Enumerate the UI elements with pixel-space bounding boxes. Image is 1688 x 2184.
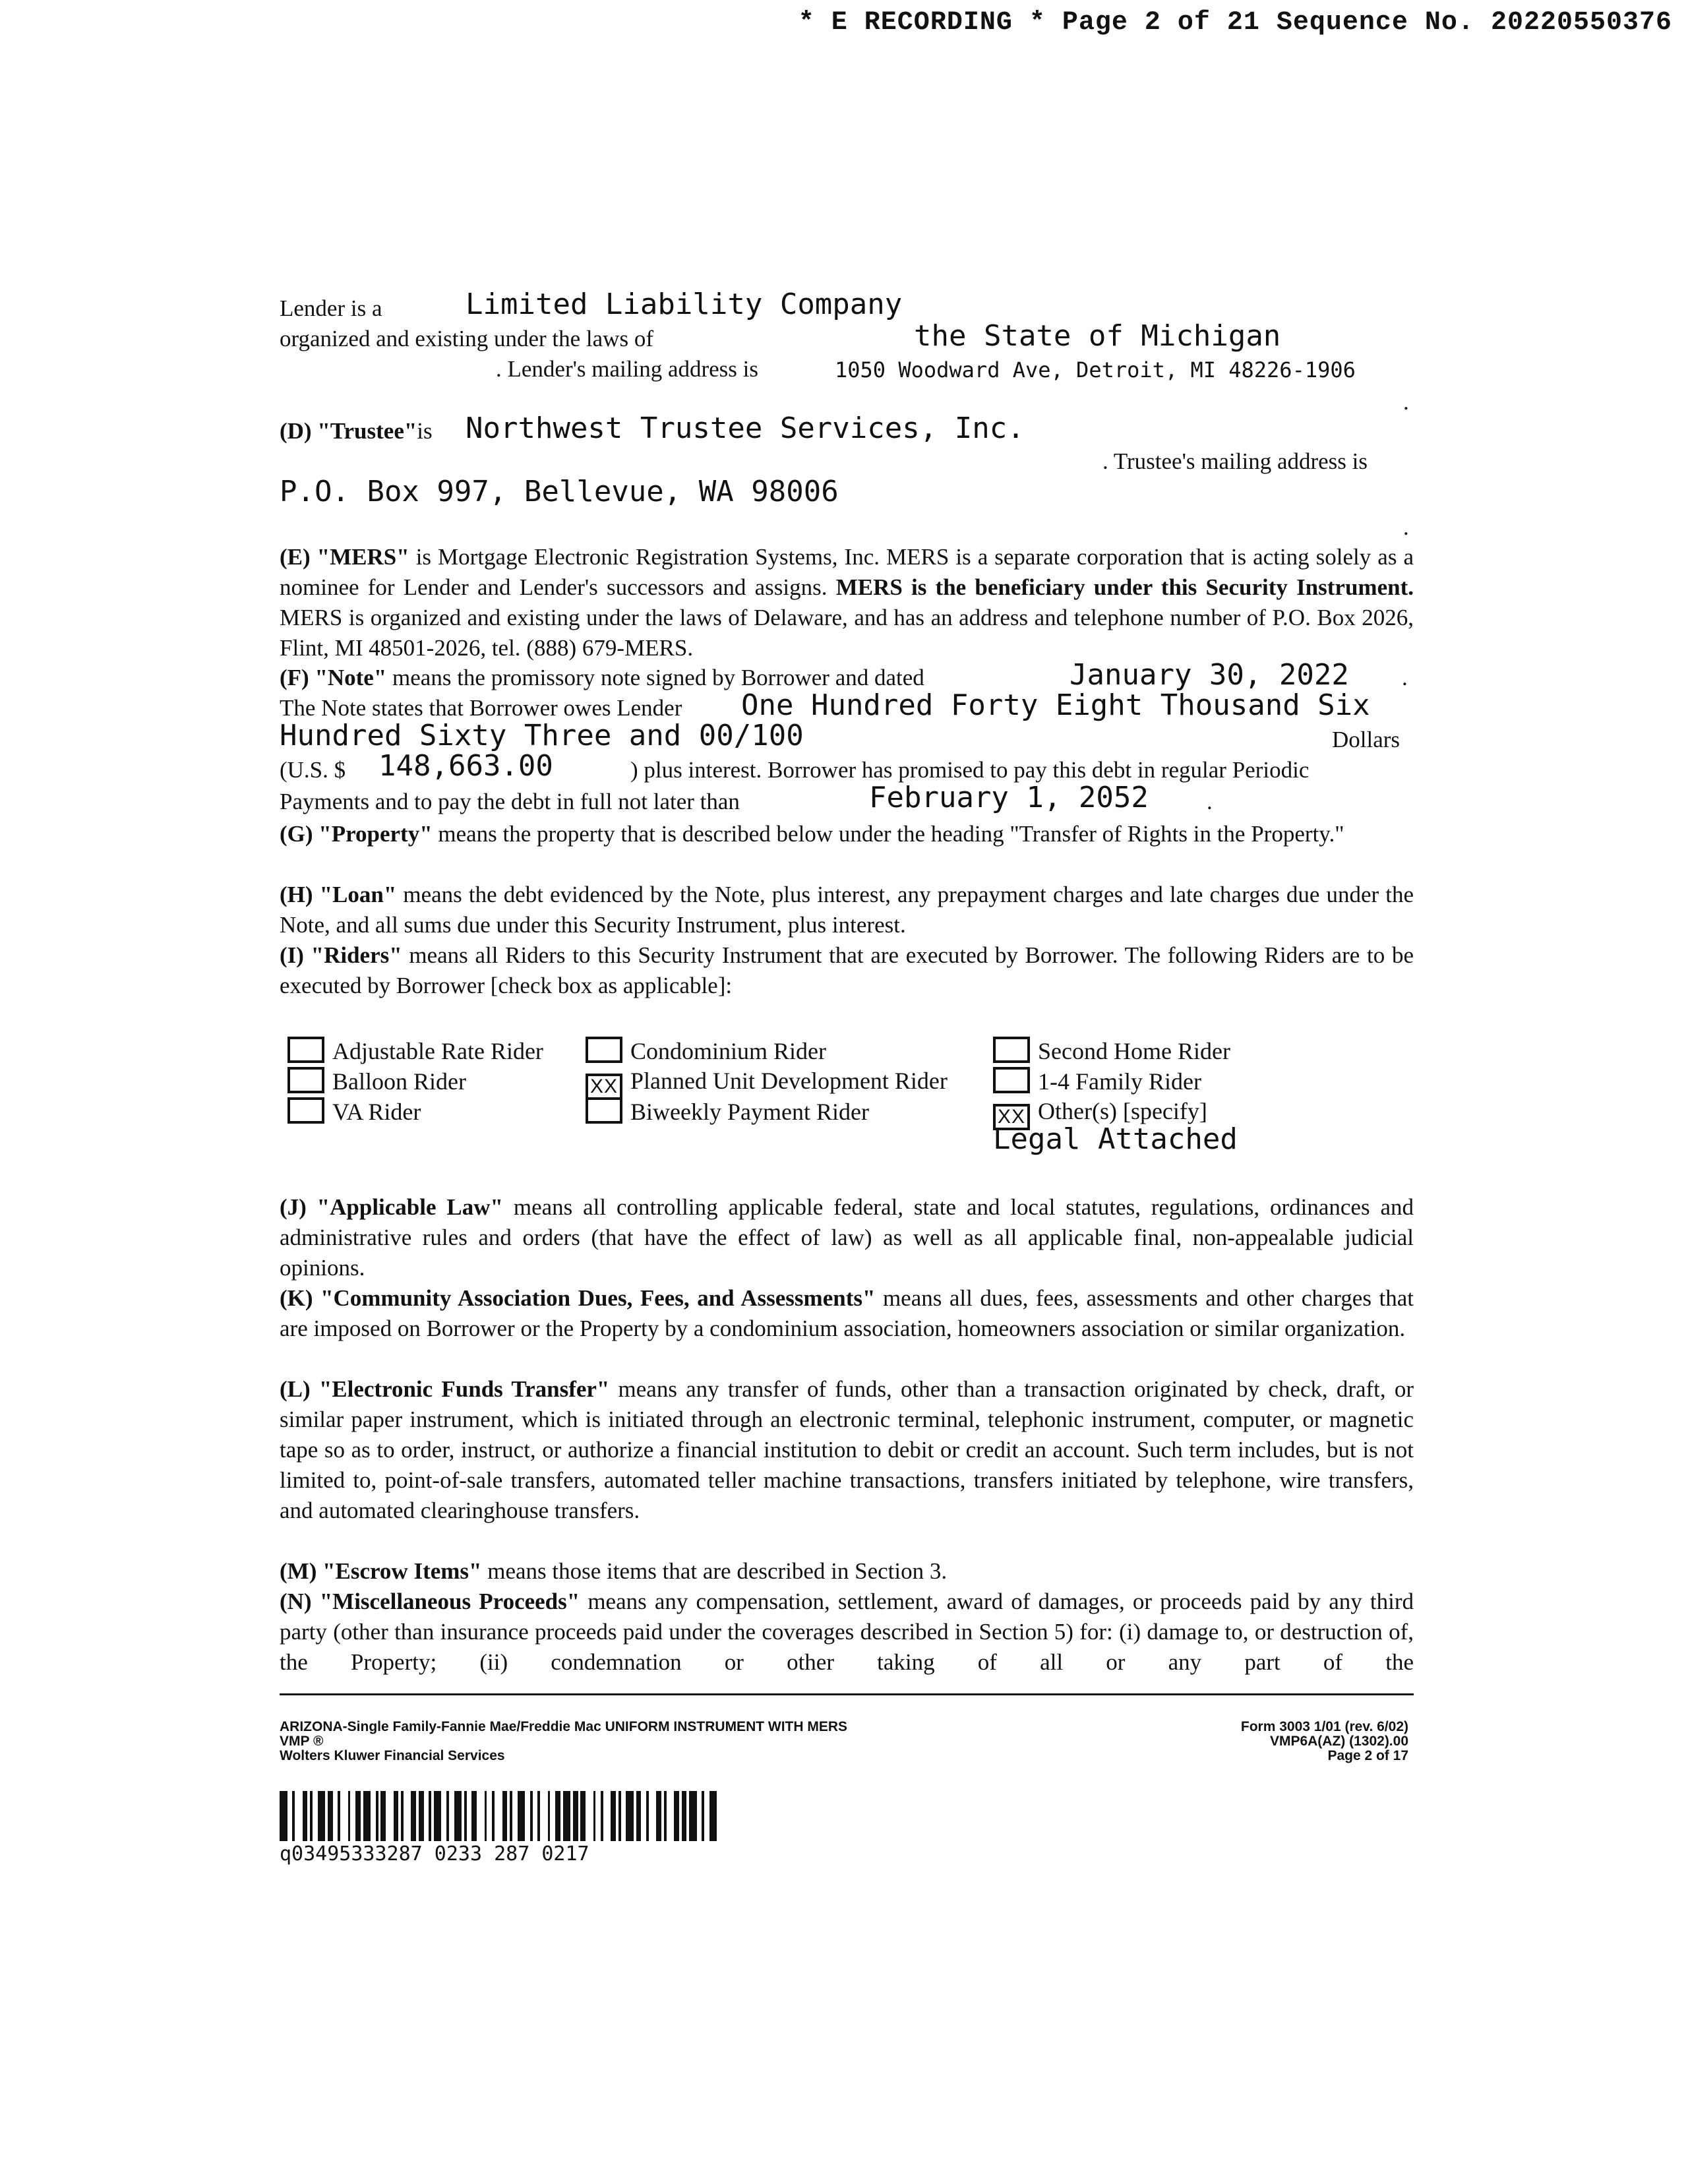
loan-paragraph	[280, 880, 1414, 940]
barcode-text: q03495333287 0233 287 0217	[280, 1842, 589, 1866]
rider-balloon[interactable]	[287, 1067, 466, 1095]
lender-type: Limited Liability Company	[466, 288, 903, 321]
rider-label: Balloon Rider	[332, 1068, 466, 1095]
eft-text: means any transfer of funds, other than a transaction originated by check, draft, or similar paper instrument, which is initiated through an electronic terminal, telephonic instrument, computer, or magnetic tape so as to order, instruct, or authorize a financial institution to debit or credit an account. Such term includes, but is not limited to, point-of-sale transfers, automated teller machine transactions, transfers initiated by telephone, wire transfers, and automated clearinghouse transfers.	[280, 1376, 1414, 1523]
rider-checkbox[interactable]	[993, 1037, 1030, 1063]
rider-label: Other(s) [specify]	[1038, 1098, 1207, 1124]
note-text3: Payments and to pay the debt in full not later than	[280, 789, 740, 814]
note-dollars: Dollars	[1332, 727, 1401, 752]
rider-label: VA Rider	[332, 1099, 421, 1125]
trustee-label: (D) "Trustee"	[280, 418, 417, 444]
barcode	[280, 1791, 720, 1841]
rider-checkbox[interactable]	[993, 1067, 1030, 1093]
rider-second-home[interactable]	[993, 1037, 1230, 1065]
note-amount-words-1: One Hundred Forty Eight Thousand Six	[741, 688, 1370, 722]
rider-condominium[interactable]	[586, 1037, 826, 1065]
property-label: (G) "Property"	[280, 821, 433, 847]
rider-checkbox[interactable]	[586, 1037, 622, 1063]
applicable-law-label: (J) "Applicable Law"	[280, 1194, 503, 1220]
community-paragraph	[280, 1283, 1414, 1344]
note-dot: .	[1402, 665, 1408, 690]
note-line1	[280, 665, 924, 691]
misc-label: (N) "Miscellaneous Proceeds"	[280, 1589, 580, 1614]
mers-text2: MERS is organized and existing under the laws of Delaware, and has an address and telephone number of P.O. Box 2026, Flint, MI 48501-2026, tel. (888) 679-MERS.	[280, 605, 1414, 661]
footer-form-title: ARIZONA-Single Family-Fannie Mae/Freddie Mac UNIFORM INSTRUMENT WITH MERS	[280, 1719, 848, 1734]
eft-label: (L) "Electronic Funds Transfer"	[280, 1376, 610, 1402]
note-amount: 148,663.00	[378, 749, 553, 783]
property-paragraph	[280, 819, 1414, 849]
lender-dot: .	[1403, 389, 1409, 415]
note-text1: means the promissory note signed by Borrower and dated	[392, 665, 924, 690]
eft-paragraph	[280, 1374, 1414, 1526]
applicable-law-paragraph	[280, 1192, 1414, 1283]
note-maturity: February 1, 2052	[869, 781, 1149, 814]
trustee-line	[280, 418, 433, 444]
footer-vmp-code: VMP6A(AZ) (1302).00	[1269, 1734, 1408, 1749]
lender-prefix: Lender is a	[280, 295, 382, 321]
rider-label: 1-4 Family Rider	[1038, 1068, 1201, 1095]
misc-text: means any compensation, settlement, award of damages, or proceeds paid by any third party (other than insurance proceeds paid under the coverages described in Section 5) for: (i) damage to, or destruction of, the Property; (ii) condemnation or other taking of all or any part of the	[280, 1589, 1414, 1675]
note-date: January 30, 2022	[1070, 658, 1349, 692]
misc-paragraph	[280, 1587, 1414, 1678]
footer-vmp: VMP ®	[280, 1734, 324, 1749]
loan-text: means the debt evidenced by the Note, plus interest, any prepayment charges and late charges due under the Note, and all sums due under this Security Instrument, plus interest.	[280, 882, 1414, 938]
note-dot2: .	[1207, 789, 1213, 814]
lender-laws-prefix: organized and existing under the laws of	[280, 326, 653, 351]
footer-right	[1241, 1720, 1408, 1763]
escrow-paragraph	[280, 1556, 1414, 1587]
rider-planned-unit-development[interactable]	[586, 1067, 948, 1100]
rider-other-specify: Legal Attached	[993, 1122, 1238, 1156]
recording-header: * E RECORDING * Page 2 of 21 Sequence No. 20220550376	[798, 8, 1672, 38]
rider-adjustable-rate[interactable]	[287, 1037, 543, 1065]
escrow-label: (M) "Escrow Items"	[280, 1558, 482, 1584]
trustee-is: is	[417, 418, 433, 444]
rider-checkbox[interactable]: XX	[993, 1104, 1030, 1130]
property-text: means the property that is described below under the heading "Transfer of Rights in the Property."	[438, 821, 1344, 847]
rider-label: Biweekly Payment Rider	[630, 1099, 869, 1125]
applicable-law-text: means all controlling applicable federal, state and local statutes, regulations, ordinances and administrative rules and orders (that have the effect of law) as well as all applicable final, non-appealable judicial opinions.	[280, 1194, 1414, 1281]
lender-state: the State of Michigan	[914, 319, 1281, 353]
rider-biweekly-payment[interactable]	[586, 1097, 869, 1126]
note-text2: ) plus interest. Borrower has promised to pay this debt in regular Periodic	[630, 757, 1310, 783]
rider-checkbox[interactable]	[287, 1067, 324, 1093]
trustee-address-prefix: . Trustee's mailing address is	[1102, 448, 1368, 474]
riders-label: (I) "Riders"	[280, 942, 402, 968]
note-us-prefix: (U.S. $	[280, 757, 346, 783]
rider-va[interactable]	[287, 1097, 421, 1126]
rider-label: Condominium Rider	[630, 1038, 826, 1064]
footer-form-number: Form 3003 1/01 (rev. 6/02)	[1240, 1719, 1408, 1734]
trustee-dot: .	[1403, 514, 1409, 540]
mers-text1: is Mortgage Electronic Registration Systems, Inc. MERS is a separate corporation that is acting solely as a nominee for Lender and Lender's successors and assigns.	[280, 544, 1414, 600]
rider-checkbox[interactable]	[586, 1097, 622, 1124]
community-text: means all dues, fees, assessments and other charges that are imposed on Borrower or the Property by a condominium association, homeowners association or similar organization.	[280, 1285, 1414, 1341]
riders-paragraph	[280, 940, 1414, 1001]
loan-label: (H) "Loan"	[280, 882, 397, 907]
note-label: (F) "Note"	[280, 665, 387, 690]
footer-left	[280, 1720, 847, 1763]
footer-page-number: Page 2 of 17	[1327, 1748, 1408, 1763]
rider-label: Adjustable Rate Rider	[332, 1038, 543, 1064]
riders-text: means all Riders to this Security Instrument that are executed by Borrower. The following Riders are to be executed by Borrower [check box as applicable]:	[280, 942, 1414, 998]
trustee-address: P.O. Box 997, Bellevue, WA 98006	[280, 475, 839, 508]
rider-label: Planned Unit Development Rider	[630, 1068, 948, 1094]
lender-address-prefix: . Lender's mailing address is	[496, 356, 759, 382]
note-owes: The Note states that Borrower owes Lender	[280, 695, 682, 721]
mers-paragraph	[280, 542, 1414, 663]
note-amount-words-2: Hundred Sixty Three and 00/100	[280, 719, 804, 752]
mers-bold: MERS is the beneficiary under this Security Instrument.	[835, 574, 1414, 600]
lender-address: 1050 Woodward Ave, Detroit, MI 48226-1906	[835, 357, 1356, 382]
footer-rule	[280, 1693, 1414, 1695]
escrow-text: means those items that are described in Section 3.	[481, 1558, 948, 1584]
mers-label: (E) "MERS"	[280, 544, 409, 570]
rider-1-4-family[interactable]	[993, 1067, 1201, 1095]
rider-checkbox[interactable]	[287, 1037, 324, 1063]
rider-checkbox[interactable]: XX	[586, 1074, 622, 1100]
footer-publisher: Wolters Kluwer Financial Services	[280, 1748, 505, 1763]
community-label: (K) "Community Association Dues, Fees, and Assessments"	[280, 1285, 876, 1311]
trustee-name: Northwest Trustee Services, Inc.	[466, 411, 1025, 445]
rider-label: Second Home Rider	[1038, 1038, 1230, 1064]
rider-checkbox[interactable]	[287, 1097, 324, 1124]
